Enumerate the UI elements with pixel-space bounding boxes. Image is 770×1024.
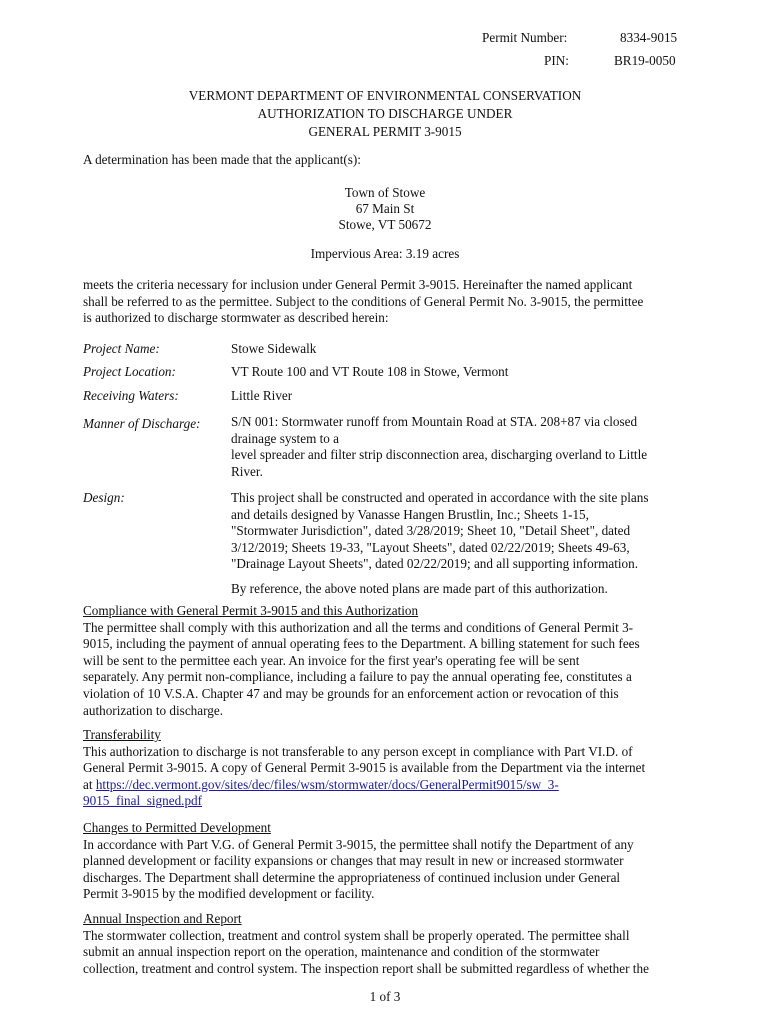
compliance-section xyxy=(83,603,688,719)
transferability-section xyxy=(83,727,688,810)
design-line: and details designed by Vanasse Hangen Brustlin, Inc.; Sheets 1-15, xyxy=(231,506,589,522)
changes-line: discharges. The Department shall determine the appropriateness of continued inclusion under General xyxy=(83,869,621,885)
receiving-waters-label: Receiving Waters: xyxy=(83,388,179,403)
link-prefix: at xyxy=(83,776,96,792)
compliance-line: The permittee shall comply with this authorization and all the terms and conditions of General Permit 3- xyxy=(83,619,634,635)
compliance-line: violation of 10 V.S.A. Chapter 47 and may be grounds for an enforcement action or revocation of this xyxy=(83,685,619,701)
general-permit-link[interactable]: https://dec.vermont.gov/sites/dec/files/wsm/stormwater/docs/GeneralPermit9015/sw_3- xyxy=(95,776,559,792)
general-permit-link-continued[interactable]: 9015_final_signed.pdf xyxy=(83,793,203,809)
criteria-line: is authorized to discharge stormwater as described herein: xyxy=(83,310,389,326)
compliance-line: authorization to discharge. xyxy=(83,702,224,718)
title-line-1: VERMONT DEPARTMENT OF ENVIRONMENTAL CONSERVATION xyxy=(188,88,582,103)
inspection-heading: Annual Inspection and Report xyxy=(83,911,242,926)
transferability-heading: Transferability xyxy=(83,727,161,742)
discharge-line: S/N 001: Stormwater runoff from Mountain Road at STA. 208+87 via closed xyxy=(231,414,638,429)
applicant-name: Town of Stowe xyxy=(344,185,426,200)
criteria-paragraph xyxy=(83,277,688,327)
changes-heading: Changes to Permitted Development xyxy=(83,820,271,835)
pin-value: BR19-0050 xyxy=(614,53,676,68)
manner-of-discharge-value xyxy=(231,414,681,480)
design-line: This project shall be constructed and operated in accordance with the site plans xyxy=(231,490,649,505)
design-value xyxy=(231,490,681,573)
page-number: 1 of 3 xyxy=(369,989,401,1004)
transferability-link-line-2 xyxy=(83,793,688,810)
transferability-link-line xyxy=(83,777,688,794)
reference-note: By reference, the above noted plans are made part of this authorization. xyxy=(231,581,608,596)
project-location-value: VT Route 100 and VT Route 108 in Stowe, Vermont xyxy=(231,364,509,379)
permit-number-label: Permit Number: xyxy=(482,30,568,45)
discharge-line: level spreader and filter strip disconnection area, discharging overland to Little xyxy=(231,447,648,463)
changes-line: Permit 3-9015 by the modified development or facility. xyxy=(83,886,375,902)
changes-line: planned development or facility expansions or changes that may result in new or increased stormwater xyxy=(83,853,624,869)
impervious-area: Impervious Area: 3.19 acres xyxy=(310,246,460,261)
project-location-label: Project Location: xyxy=(83,364,176,379)
title-line-3: GENERAL PERMIT 3-9015 xyxy=(308,124,462,139)
applicant-street: 67 Main St xyxy=(355,201,415,216)
criteria-line: meets the criteria necessary for inclusion under General Permit 3-9015. Hereinafter the named applicant xyxy=(83,277,633,292)
pin-label: PIN: xyxy=(544,53,569,68)
transferability-line: General Permit 3-9015. A copy of General Permit 3-9015 is available from the Department via the internet xyxy=(83,760,646,776)
design-line: 3/12/2019; Sheets 19-33, "Layout Sheets", dated 02/22/2019; Sheets 49-63, xyxy=(231,539,630,555)
discharge-line: drainage system to a xyxy=(231,430,340,446)
discharge-line: River. xyxy=(231,463,263,479)
changes-section xyxy=(83,820,688,903)
inspection-line: The stormwater collection, treatment and control system shall be properly operated. The permittee shall xyxy=(83,927,630,943)
compliance-line: separately. Any permit non-compliance, including a failure to pay the annual operating fee, constitutes a xyxy=(83,669,632,685)
compliance-line: will be sent to the permittee each year. An invoice for the first year's operating fee will be sent xyxy=(83,652,580,668)
inspection-line: submit an annual inspection report on the operation, maintenance and condition of the stormwater xyxy=(83,944,600,960)
project-name-value: Stowe Sidewalk xyxy=(231,341,317,356)
changes-line: In accordance with Part V.G. of General Permit 3-9015, the permittee shall notify the Department of any xyxy=(83,836,634,852)
design-line: "Stormwater Jurisdiction", dated 3/28/2019; Sheet 10, "Detail Sheet", dated xyxy=(231,523,631,539)
permit-number-value: 8334-9015 xyxy=(620,30,678,45)
design-line: "Drainage Layout Sheets", dated 02/22/2019; and all supporting information. xyxy=(231,556,639,572)
compliance-line: 9015, including the payment of annual operating fees to the Department. A billing statement for such fees xyxy=(83,636,640,652)
title-line-2: AUTHORIZATION TO DISCHARGE UNDER xyxy=(257,106,513,121)
compliance-heading: Compliance with General Permit 3-9015 and this Authorization xyxy=(83,603,419,618)
design-label: Design: xyxy=(83,490,125,505)
transferability-line: This authorization to discharge is not transferable to any person except in compliance with Part VI.D. of xyxy=(83,743,633,759)
criteria-line: shall be referred to as the permittee. Subject to the conditions of General Permit No. 3-9015, the permittee xyxy=(83,293,644,309)
determination-intro: A determination has been made that the applicant(s): xyxy=(83,152,361,167)
manner-of-discharge-label: Manner of Discharge: xyxy=(83,416,201,431)
inspection-line: collection, treatment and control system. The inspection report shall be submitted regardless of whether the xyxy=(83,960,649,976)
receiving-waters-value: Little River xyxy=(231,388,293,403)
inspection-section xyxy=(83,911,688,977)
project-name-label: Project Name: xyxy=(83,341,160,356)
applicant-city: Stowe, VT 50672 xyxy=(338,217,432,232)
